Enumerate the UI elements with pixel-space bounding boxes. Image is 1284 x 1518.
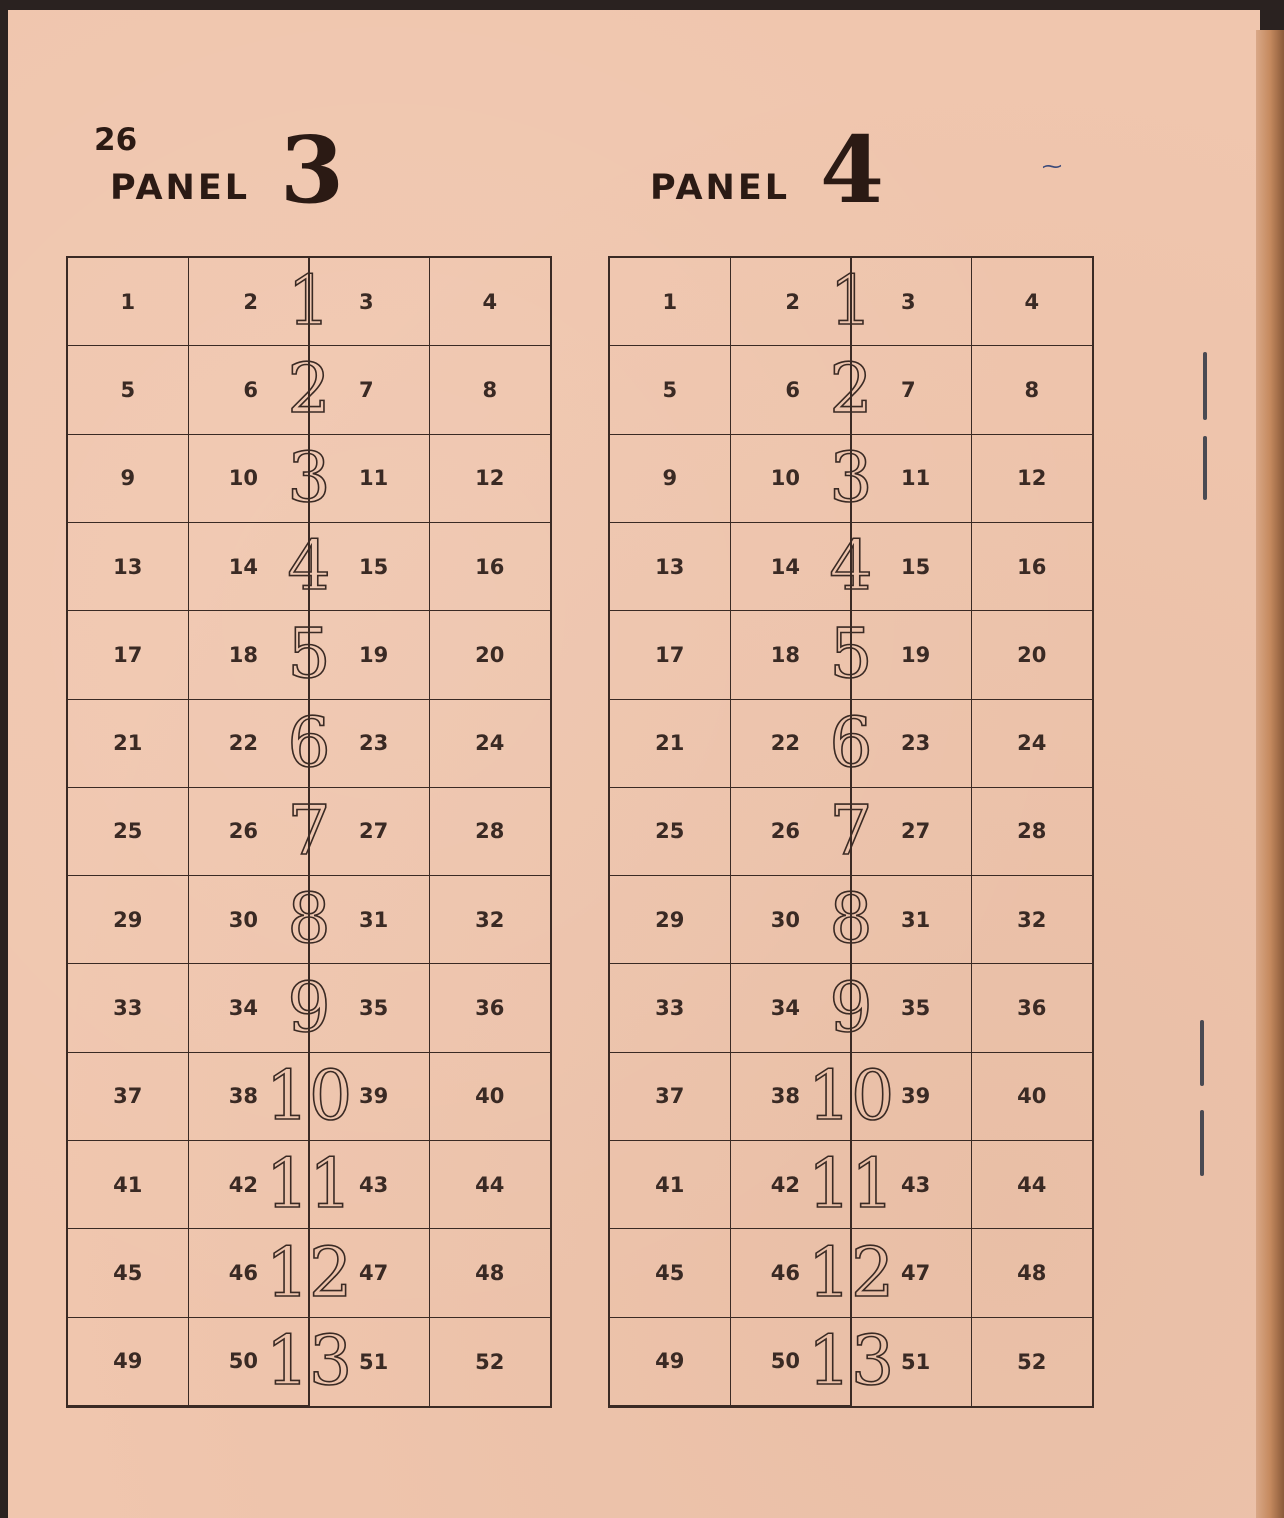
outline-row-number: 11 [807,1145,895,1225]
outline-row-number: 6 [287,703,331,783]
number-cell: 49 [610,1318,731,1406]
number-cell: 50 [731,1318,852,1406]
number-cell: 42 [731,1141,852,1229]
number-cell: 44 [972,1141,1093,1229]
number-cell: 32 [430,876,551,964]
number-cell: 6 [189,346,310,434]
number-cell: 33 [68,964,189,1052]
staple-icon [1203,352,1207,420]
number-cell: 9 [68,435,189,523]
panel-4-title [650,116,885,225]
number-cell: 31 [851,876,972,964]
number-cell: 16 [972,523,1093,611]
number-cell: 17 [68,611,189,699]
number-cell: 40 [430,1053,551,1141]
number-cell: 27 [851,788,972,876]
number-cell: 30 [189,876,310,964]
number-cell: 26 [189,788,310,876]
number-cell: 5 [610,346,731,434]
outline-row-number: 9 [829,968,873,1048]
number-cell: 50 [189,1318,310,1406]
panel-3-title [110,116,345,225]
outline-row-number: 1 [287,262,331,342]
number-cell: 10 [189,435,310,523]
panel-4-number: 4 [820,116,885,225]
outline-row-number: 12 [265,1233,353,1313]
number-cell: 37 [68,1053,189,1141]
number-cell: 37 [610,1053,731,1141]
number-cell: 31 [309,876,430,964]
number-cell: 13 [610,523,731,611]
number-cell: 41 [610,1141,731,1229]
number-cell: 42 [189,1141,310,1229]
number-cell: 34 [731,964,852,1052]
page-edge [1256,30,1284,1518]
number-cell: 23 [309,700,430,788]
number-cell: 25 [610,788,731,876]
number-cell: 5 [68,346,189,434]
number-cell: 19 [851,611,972,699]
number-cell: 47 [851,1229,972,1317]
outline-row-number: 2 [287,350,331,430]
number-cell: 40 [972,1053,1093,1141]
center-divider [309,258,310,1406]
number-cell: 1 [68,258,189,346]
number-cell: 3 [309,258,430,346]
panel-4-grid [608,256,1094,1408]
number-cell: 38 [731,1053,852,1141]
number-cell: 28 [972,788,1093,876]
number-cell: 24 [972,700,1093,788]
number-cell: 6 [731,346,852,434]
number-cell: 25 [68,788,189,876]
number-cell: 46 [189,1229,310,1317]
number-cell: 26 [731,788,852,876]
number-cell: 36 [972,964,1093,1052]
number-cell: 48 [430,1229,551,1317]
number-cell: 17 [610,611,731,699]
number-cell: 18 [731,611,852,699]
number-cell: 1 [610,258,731,346]
number-cell: 43 [309,1141,430,1229]
outline-row-number: 12 [807,1233,895,1313]
number-cell: 24 [430,700,551,788]
number-cell: 21 [68,700,189,788]
number-cell: 18 [189,611,310,699]
outline-row-number: 8 [287,880,331,960]
page-number: 26 [94,122,138,158]
number-cell: 20 [972,611,1093,699]
number-cell: 38 [189,1053,310,1141]
number-cell: 32 [972,876,1093,964]
number-cell: 35 [851,964,972,1052]
number-cell: 35 [309,964,430,1052]
number-cell: 15 [309,523,430,611]
number-cell: 43 [851,1141,972,1229]
number-cell: 19 [309,611,430,699]
outline-row-number: 10 [807,1056,895,1136]
outline-row-number: 9 [287,968,331,1048]
number-cell: 27 [309,788,430,876]
number-cell: 2 [731,258,852,346]
panel-3-label: PANEL [110,168,251,208]
number-cell: 22 [731,700,852,788]
number-cell: 49 [68,1318,189,1406]
number-cell: 33 [610,964,731,1052]
number-cell: 41 [68,1141,189,1229]
number-cell: 22 [189,700,310,788]
outline-row-number: 2 [829,350,873,430]
number-cell: 34 [189,964,310,1052]
number-cell: 45 [68,1229,189,1317]
staple-icon [1200,1020,1204,1086]
outline-row-number: 13 [807,1321,895,1401]
outline-row-number: 5 [829,615,873,695]
number-cell: 7 [309,346,430,434]
number-cell: 4 [972,258,1093,346]
number-cell: 52 [475,1349,505,1374]
outline-row-number: 4 [829,527,873,607]
outline-row-number: 1 [829,262,873,342]
number-cell: 29 [610,876,731,964]
number-cell: 47 [309,1229,430,1317]
number-cell: 12 [430,435,551,523]
number-cell: 39 [851,1053,972,1141]
number-cell: 11 [851,435,972,523]
number-cell: 4 [430,258,551,346]
number-cell: 48 [972,1229,1093,1317]
panel-4-label: PANEL [650,168,791,208]
staple-icon [1203,436,1207,500]
panel-3-grid [66,256,552,1408]
number-cell: 29 [68,876,189,964]
number-cell: 14 [189,523,310,611]
number-cell: 52 [1017,1349,1047,1374]
number-cell: 45 [610,1229,731,1317]
number-cell: 11 [309,435,430,523]
staple-icon [1200,1110,1204,1176]
number-cell: 16 [430,523,551,611]
number-cell: 23 [851,700,972,788]
number-cell: 10 [731,435,852,523]
outline-row-number: 3 [287,438,331,518]
number-cell: 39 [309,1053,430,1141]
outline-row-number: 13 [265,1321,353,1401]
number-cell: 12 [972,435,1093,523]
number-cell: 9 [610,435,731,523]
outline-row-number: 10 [265,1056,353,1136]
number-cell: 20 [430,611,551,699]
center-divider [851,258,852,1406]
outline-row-number: 5 [287,615,331,695]
booklet-page [8,10,1260,1518]
ink-smudge-icon: ⁓ [1042,154,1062,178]
number-cell: 51 [309,1318,430,1406]
number-cell: 46 [731,1229,852,1317]
outline-row-number: 7 [287,791,331,871]
number-cell: 15 [851,523,972,611]
number-cell: 7 [851,346,972,434]
outline-row-number: 6 [829,703,873,783]
number-cell: 30 [731,876,852,964]
outline-row-number: 3 [829,438,873,518]
number-cell: 36 [430,964,551,1052]
number-cell: 28 [430,788,551,876]
panel-3-number: 3 [280,116,345,225]
number-cell: 44 [430,1141,551,1229]
number-cell: 8 [430,346,551,434]
number-cell: 51 [851,1318,972,1406]
number-cell: 8 [972,346,1093,434]
outline-row-number: 4 [287,527,331,607]
number-cell: 13 [68,523,189,611]
number-cell: 14 [731,523,852,611]
outline-row-number: 11 [265,1145,353,1225]
number-cell: 21 [610,700,731,788]
outline-row-number: 7 [829,791,873,871]
number-cell: 2 [189,258,310,346]
outline-row-number: 8 [829,880,873,960]
number-cell: 3 [851,258,972,346]
